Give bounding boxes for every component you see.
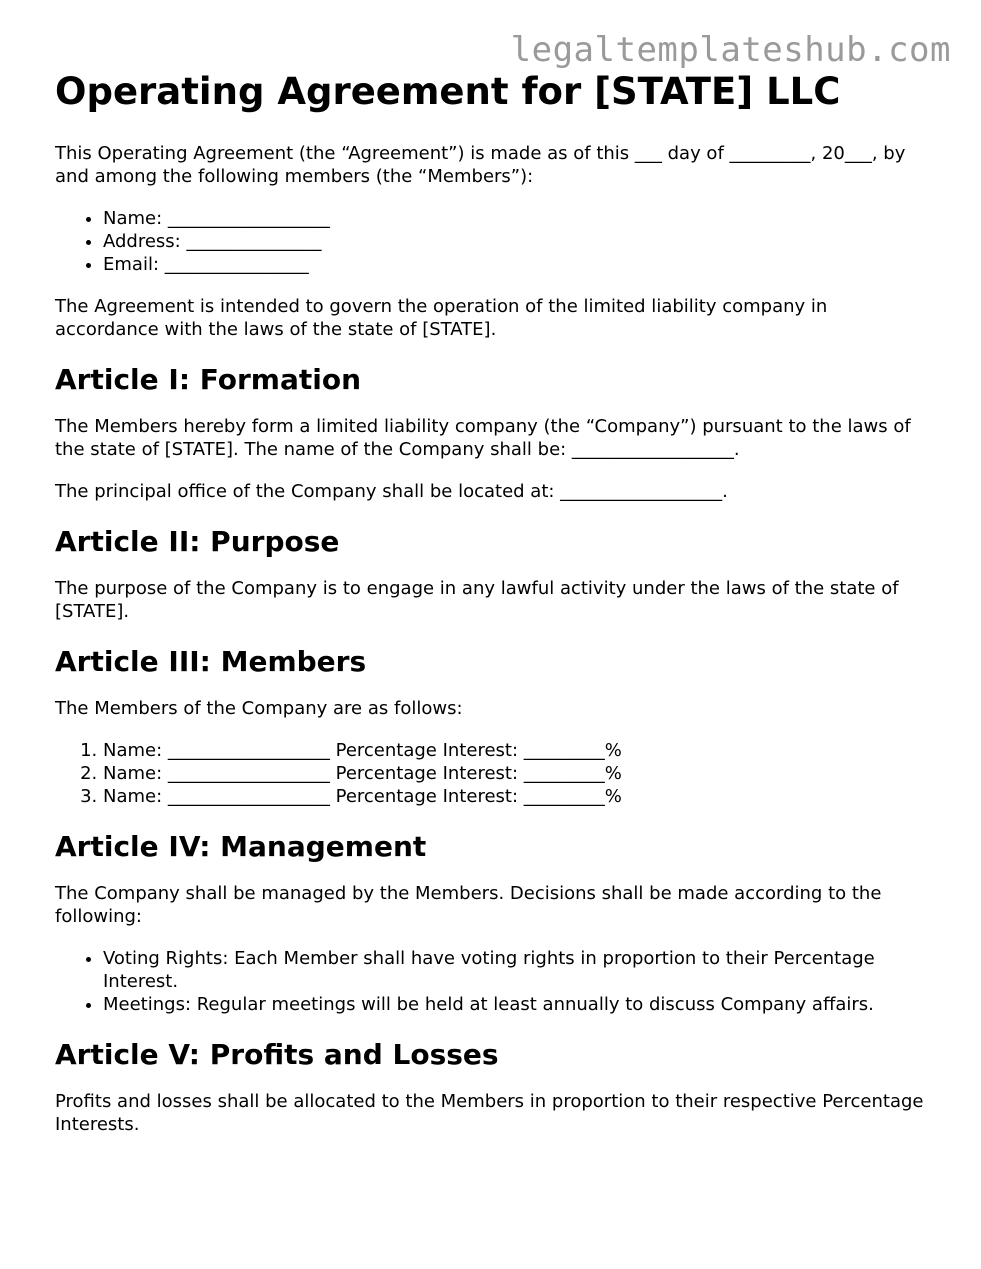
article-5-heading: Article V: Profits and Losses — [55, 1038, 499, 1071]
intro-paragraph: This Operating Agreement (the “Agreement”) is made as of this ___ day of _________, 20___, by and among the following members (the “Members”): — [55, 143, 906, 187]
document-title: Operating Agreement for [STATE] LLC — [55, 70, 841, 113]
meetings-item: • Meetings: Regular meetings will be held at least annually to discuss Company affairs. — [103, 993, 935, 1016]
voting-rights-item: • Voting Rights: Each Member shall have voting rights in proportion to their Percentage Interest. — [103, 947, 935, 993]
article-2-heading: Article II: Purpose — [55, 525, 340, 558]
member-row: 2. Name: __________________ Percentage Interest: _________% — [103, 762, 935, 785]
member-row: 1. Name: __________________ Percentage Interest: _________% — [103, 739, 935, 762]
address-field: • Address: _______________ — [103, 230, 935, 253]
article-4-heading: Article IV: Management — [55, 830, 427, 863]
article-1-paragraph-2: The principal office of the Company shall be located at: __________________. — [55, 481, 728, 502]
article-2-paragraph: The purpose of the Company is to engage in any lawful activity under the laws of the state of [STATE]. — [55, 578, 899, 622]
email-field: • Email: ________________ — [103, 253, 935, 276]
article-1-heading: Article I: Formation — [55, 363, 362, 396]
article-5-paragraph: Profits and losses shall be allocated to the Members in proportion to their respective Percentage Interests. — [55, 1091, 924, 1135]
watermark: legaltemplateshub.com — [510, 30, 951, 70]
article-3-heading: Article III: Members — [55, 645, 367, 678]
management-list — [55, 947, 935, 1016]
name-field: • Name: __________________ — [103, 207, 935, 230]
member-fields-list — [55, 207, 935, 276]
intro-closing-paragraph: The Agreement is intended to govern the operation of the limited liability company in accordance with the laws of the state of [STATE]. — [55, 296, 828, 340]
member-row: 3. Name: __________________ Percentage Interest: _________% — [103, 785, 935, 808]
article-1-paragraph-1: The Members hereby form a limited liability company (the “Company”) pursuant to the laws of the state of [STATE]. The name of the Company shall be: __________________. — [55, 416, 911, 460]
document-page — [55, 68, 935, 1155]
article-3-paragraph: The Members of the Company are as follows: — [55, 698, 463, 719]
members-list — [55, 739, 935, 808]
article-4-paragraph: The Company shall be managed by the Members. Decisions shall be made according to the following: — [55, 883, 882, 927]
